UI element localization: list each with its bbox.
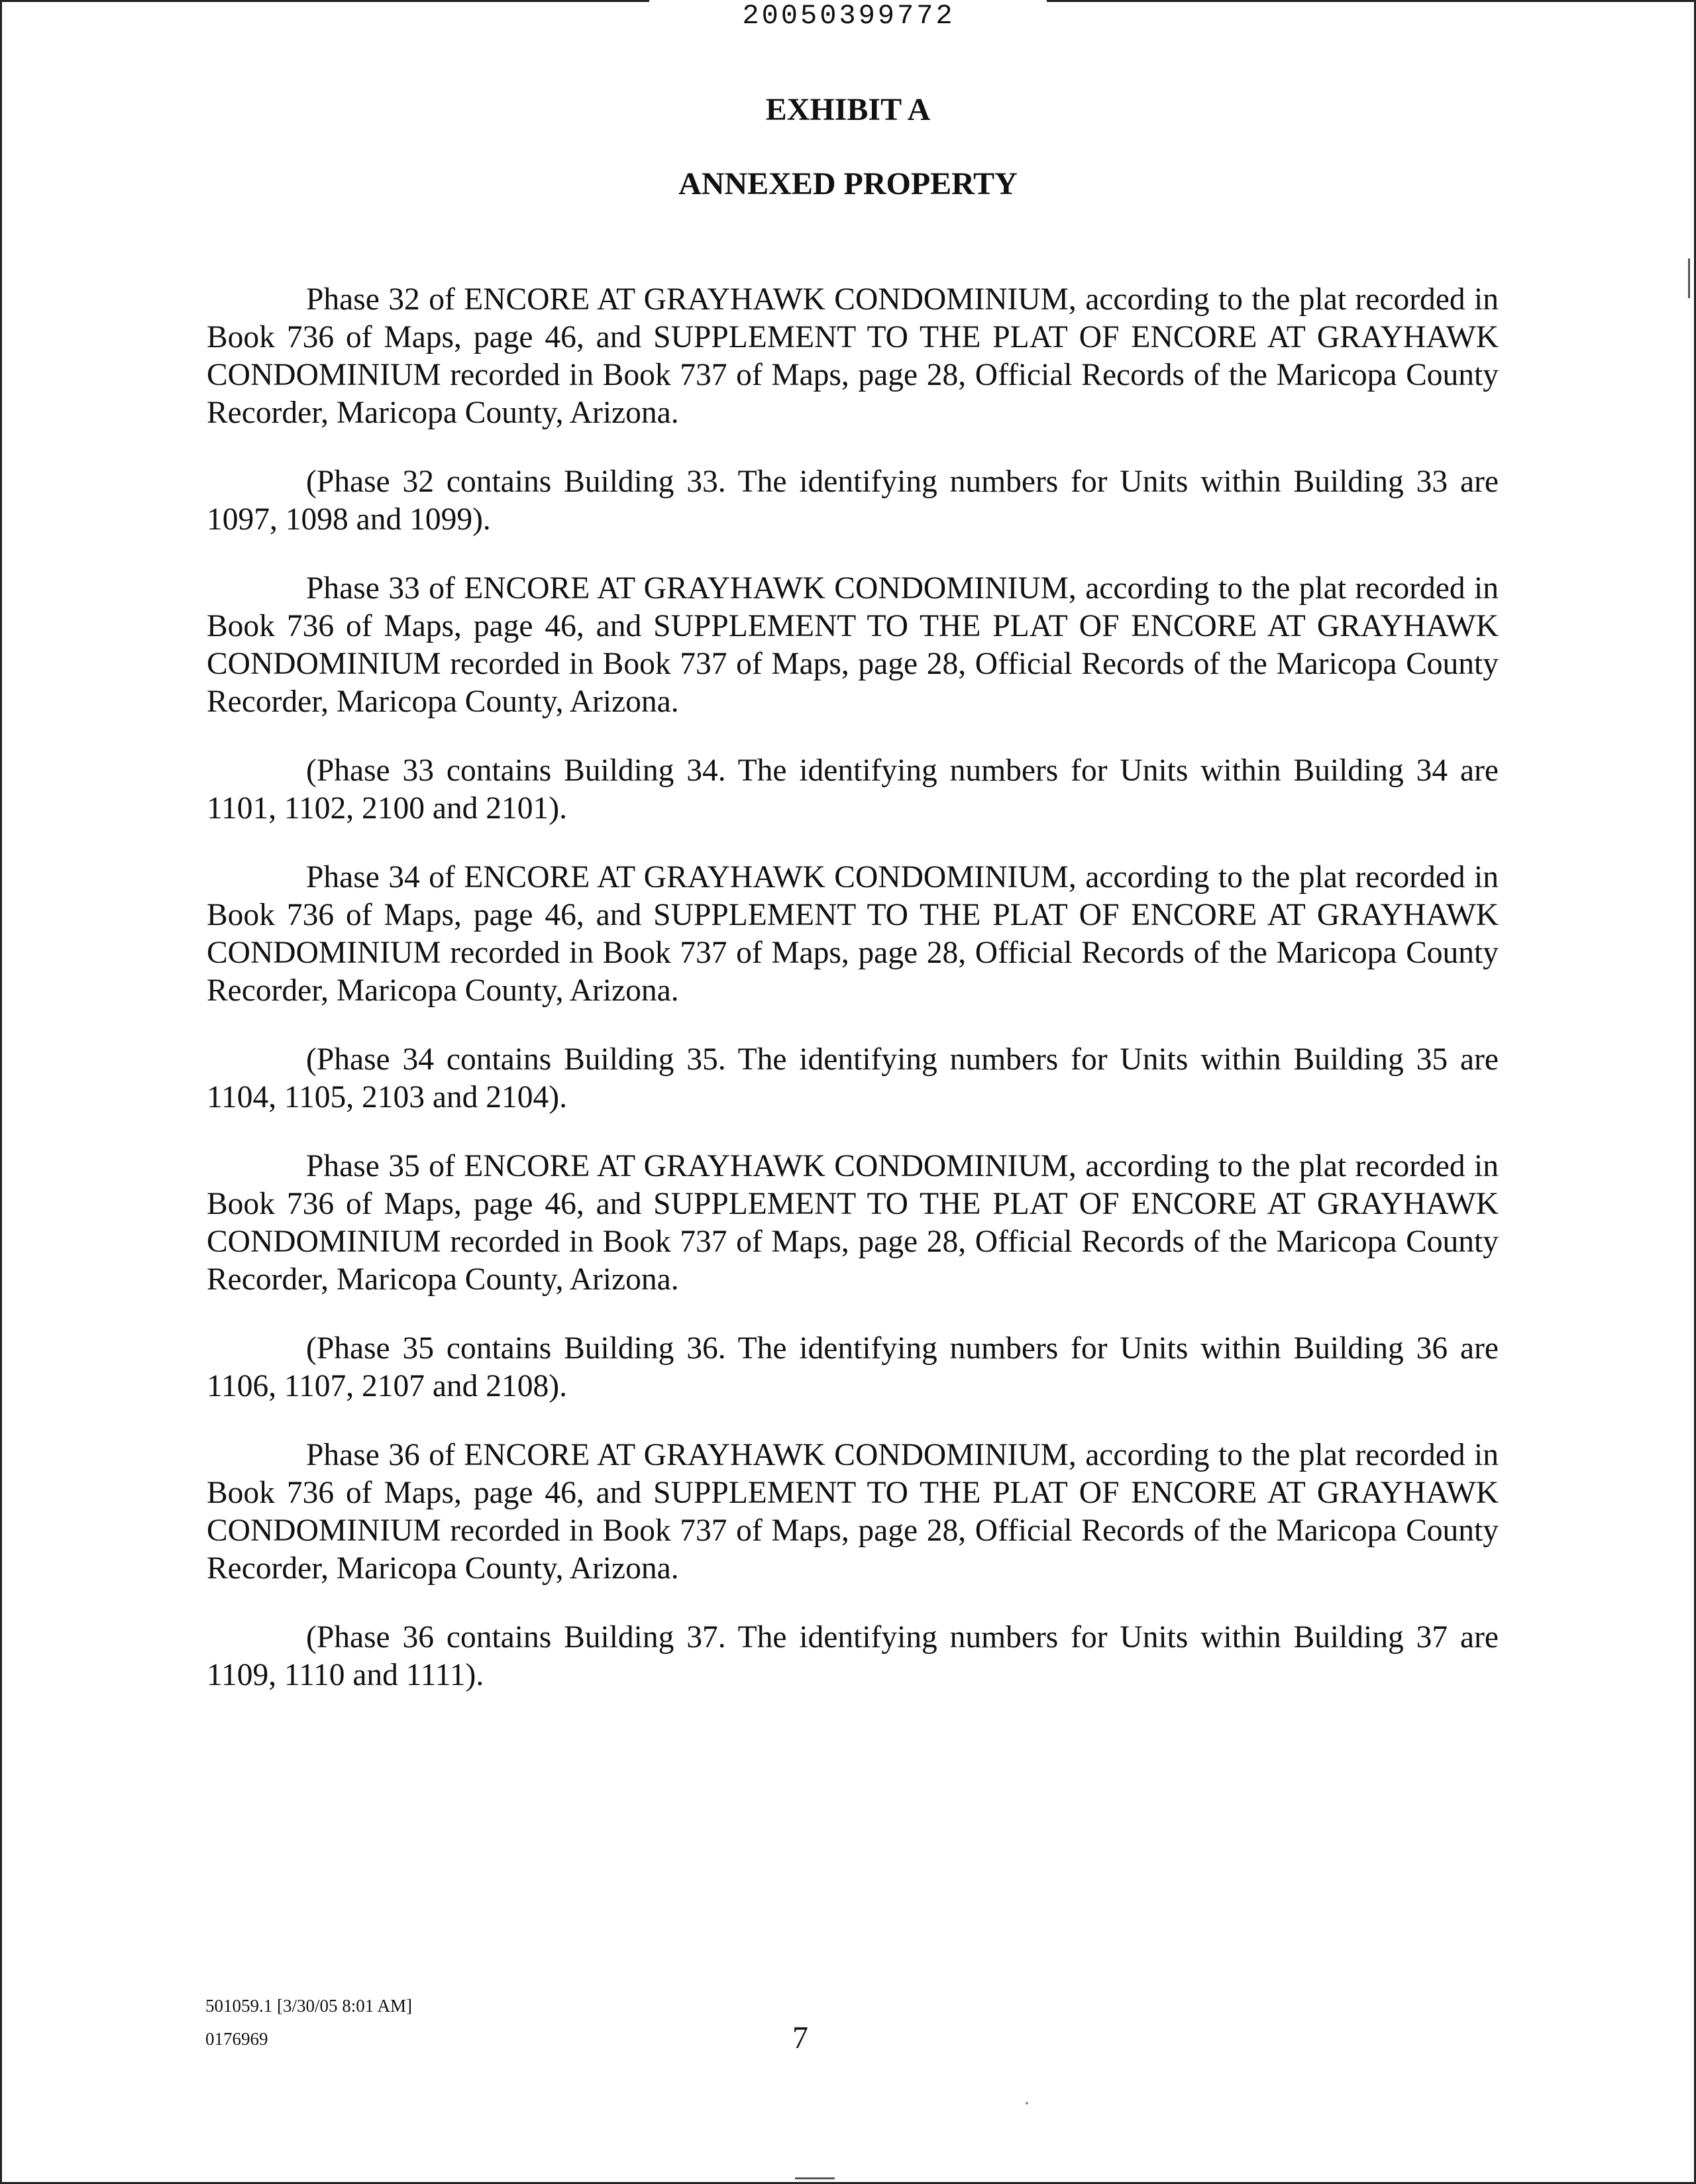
scan-speck xyxy=(1026,2102,1028,2104)
paragraph-phase-33-units: (Phase 33 contains Building 34. The identifying numbers for Units within Building 34 are 1101, 1102, 2100 and 2101). xyxy=(207,753,1499,826)
left-border xyxy=(0,0,2,2184)
recording-number: 20050399772 xyxy=(653,0,1044,32)
paragraph-phase-36-units: (Phase 36 contains Building 37. The identifying numbers for Units within Building 37 are 1109, 1110 and 1111). xyxy=(207,1620,1499,1692)
paragraph-phase-33: Phase 33 of ENCORE AT GRAYHAWK CONDOMINIUM, according to the plat recorded in Book 736 of Maps, page 46, and SUPPLEMENT TO THE PLAT OF ENCORE AT GRAYHAWK CONDOMINIUM recorded in Book 737 of Maps, page 28, Official Records of the Maricopa County Recorder, Maricopa County, Arizona. xyxy=(207,571,1499,719)
paragraph-phase-32-units: (Phase 32 contains Building 33. The identifying numbers for Units within Building 33 are 1097, 1098 and 1099). xyxy=(207,464,1499,537)
footer-file-number: 0176969 xyxy=(205,2029,268,2049)
scan-speck xyxy=(795,2177,835,2179)
page-number: 7 xyxy=(792,2020,808,2055)
paragraph-phase-32: Phase 32 of ENCORE AT GRAYHAWK CONDOMINIUM, according to the plat recorded in Book 736 of Maps, page 46, and SUPPLEMENT TO THE PLAT OF ENCORE AT GRAYHAWK CONDOMINIUM recorded in Book 737 of Maps, page 28, Official Records of the Maricopa County Recorder, Maricopa County, Arizona. xyxy=(207,282,1499,430)
section-title: ANNEXED PROPERTY xyxy=(678,166,1018,201)
scan-speck xyxy=(1688,258,1690,298)
paragraph-phase-35-units: (Phase 35 contains Building 36. The identifying numbers for Units within Building 36 are 1106, 1107, 2107 and 2108). xyxy=(207,1331,1499,1403)
document-body xyxy=(207,281,1499,1694)
paragraph-phase-35: Phase 35 of ENCORE AT GRAYHAWK CONDOMINIUM, according to the plat recorded in Book 736 of Maps, page 46, and SUPPLEMENT TO THE PLAT OF ENCORE AT GRAYHAWK CONDOMINIUM recorded in Book 737 of Maps, page 28, Official Records of the Maricopa County Recorder, Maricopa County, Arizona. xyxy=(207,1149,1499,1297)
footer-doc-reference: 501059.1 [3/30/05 8:01 AM] xyxy=(205,1996,413,2016)
paragraph-phase-34: Phase 34 of ENCORE AT GRAYHAWK CONDOMINIUM, according to the plat recorded in Book 736 of Maps, page 46, and SUPPLEMENT TO THE PLAT OF ENCORE AT GRAYHAWK CONDOMINIUM recorded in Book 737 of Maps, page 28, Official Records of the Maricopa County Recorder, Maricopa County, Arizona. xyxy=(207,860,1499,1008)
exhibit-title: EXHIBIT A xyxy=(765,92,931,127)
paragraph-phase-34-units: (Phase 34 contains Building 35. The identifying numbers for Units within Building 35 are 1104, 1105, 2103 and 2104). xyxy=(207,1042,1499,1115)
paragraph-phase-36: Phase 36 of ENCORE AT GRAYHAWK CONDOMINIUM, according to the plat recorded in Book 736 of Maps, page 46, and SUPPLEMENT TO THE PLAT OF ENCORE AT GRAYHAWK CONDOMINIUM recorded in Book 737 of Maps, page 28, Official Records of the Maricopa County Recorder, Maricopa County, Arizona. xyxy=(207,1438,1499,1586)
top-border-right xyxy=(1047,0,1696,2)
top-border-left xyxy=(0,0,649,2)
